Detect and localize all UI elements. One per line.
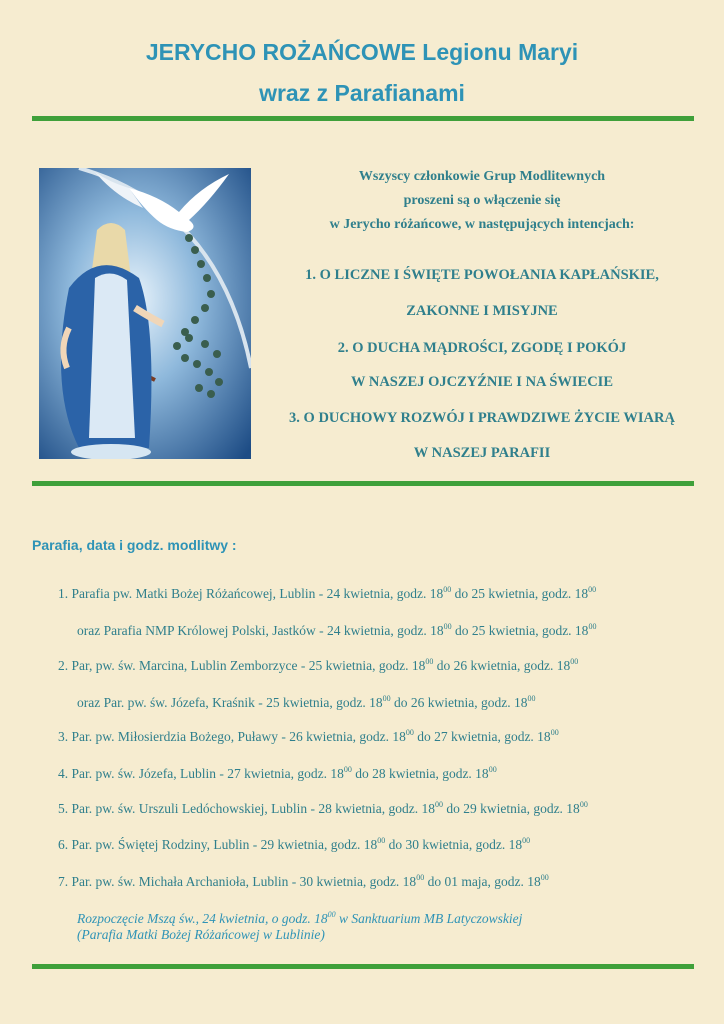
intention-line-1: 1. O LICZNE I ŚWIĘTE POWOŁANIA KAPŁAŃSKIE, [305, 267, 659, 283]
schedule-entry: oraz Par. pw. św. Józefa, Kraśnik - 25 kwietnia, godz. $18^{00}$ do 26 kwietnia, godz. $18^{00}$ [77, 694, 536, 710]
intro-line-2: proszeni są o włączenie się [403, 193, 561, 208]
intention-line-2: ZAKONNE I MISYJNE [406, 303, 558, 319]
virgin-mary-picture [39, 168, 251, 459]
intro-line-1: Wszyscy członkowie Grup Modlitewnych [358, 169, 606, 184]
schedule-entry: oraz Parafia NMP Królowej Polski, Jastków - 24 kwietnia, godz. $18^{00}$ do 25 kwietnia, godz. $18^{00}$ [77, 622, 597, 638]
mass-note-line-1: Rozpoczęcie Mszą św., 24 kwietnia, o godz. $18^{00}$ w Sanktuarium MB Latyczowskiej [77, 910, 523, 926]
divider-middle [32, 481, 694, 486]
schedule-entry: 3. Par. pw. Miłosierdzia Bożego, Puławy - 26 kwietnia, godz. $18^{00}$ do 27 kwietnia, godz. $18^{00}$ [58, 728, 559, 744]
divider-bottom [32, 964, 694, 969]
intention-line-6: W NASZEJ PARAFII [413, 445, 551, 461]
schedule-entry: 4. Par. pw. św. Józefa, Lublin - 27 kwietnia, godz. $18^{00}$ do 28 kwietnia, godz. $18^{00}$ [58, 765, 497, 781]
schedule-entry: 6. Par. pw. Świętej Rodziny, Lublin - 29 kwietnia, godz. $18^{00}$ do 30 kwietnia, godz. $18^{00}$ [58, 836, 531, 852]
intention-line-4: W NASZEJ OJCZYŹNIE I NA ŚWIECIE [350, 374, 613, 390]
mass-note-line-2: (Parafia Matki Bożej Różańcowej w Lublinie) [77, 927, 325, 942]
page-subtitle: wraz z Parafianami [259, 80, 465, 106]
schedule-entry: 2. Par, pw. św. Marcina, Lublin Zemborzyce - 25 kwietnia, godz. $18^{00}$ do 26 kwietnia, godz. $18^{00}$ [58, 657, 579, 673]
schedule-entry: 7. Par. pw. św. Michała Archanioła, Lublin - 30 kwietnia, godz. $18^{00}$ do 01 maja, godz. $18^{00}$ [58, 873, 549, 889]
schedule-entry: 5. Par. pw. św. Urszuli Ledóchowskiej, Lublin - 28 kwietnia, godz. $18^{00}$ do 29 kwietnia, godz. $18^{00}$ [58, 800, 588, 816]
page-title: JERYCHO ROŻAŃCOWE Legionu Maryi [145, 39, 579, 65]
virgin-mary-icon [39, 168, 251, 459]
intention-line-3: 2. O DUCHA MĄDROŚCI, ZGODĘ I POKÓJ [337, 340, 627, 356]
divider-top [32, 116, 694, 121]
intention-line-5: 3. O DUCHOWY ROZWÓJ I PRAWDZIWE ŻYCIE WIARĄ [289, 410, 675, 426]
schedule-entry: 1. Parafia pw. Matki Bożej Różańcowej, Lublin - 24 kwietnia, godz. $18^{00}$ do 25 kwietnia, godz. $18^{00}$ [58, 585, 597, 601]
schedule-heading: Parafia, data i godz. modlitwy : [32, 537, 237, 553]
intro-line-3: w Jerycho różańcowe, w następujących intencjach: [329, 217, 635, 232]
